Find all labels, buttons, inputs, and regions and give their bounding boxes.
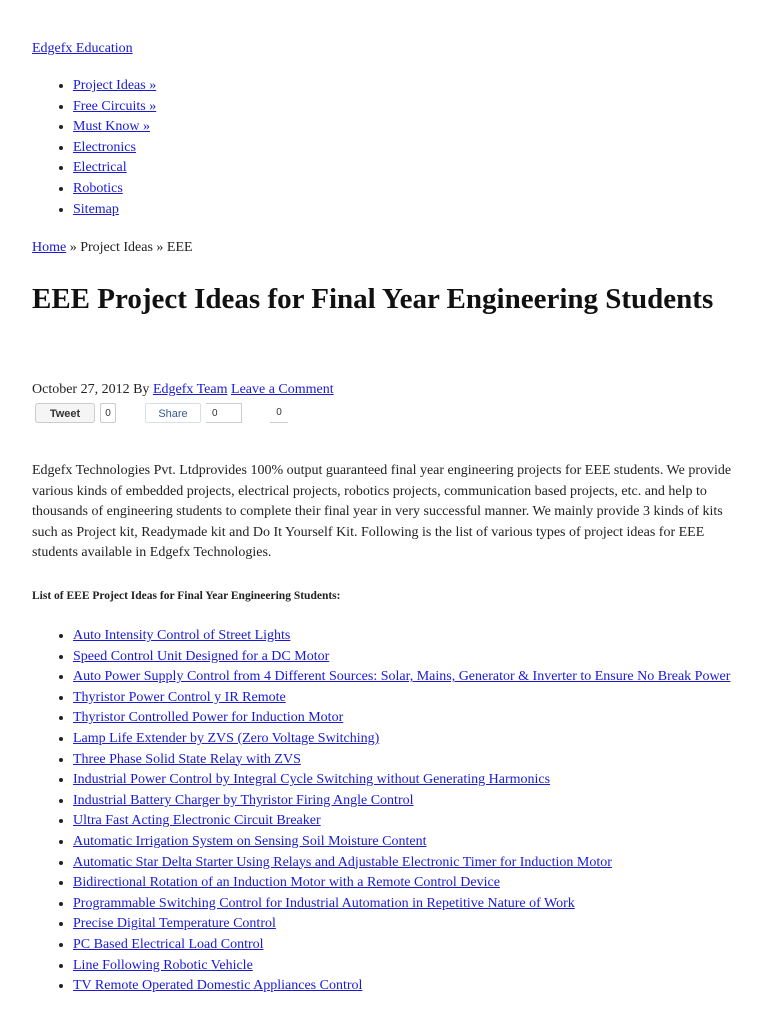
project-link[interactable]: Bidirectional Rotation of an Induction Motor with a Remote Control Device bbox=[73, 875, 500, 891]
list-item bbox=[73, 853, 768, 874]
list-item bbox=[73, 832, 768, 853]
project-link[interactable]: Programmable Switching Control for Industrial Automation in Repetitive Nature of Work bbox=[73, 895, 575, 911]
nav-item-project-ideas bbox=[73, 76, 156, 97]
list-heading: List of EEE Project Ideas for Final Year Engineering Students: bbox=[32, 590, 341, 602]
post-date: October 27, 2012 bbox=[32, 382, 130, 397]
leave-comment-link[interactable]: Leave a Comment bbox=[231, 382, 334, 397]
breadcrumb-home-link[interactable]: Home bbox=[32, 240, 67, 255]
nav-link-sitemap[interactable]: Sitemap bbox=[73, 201, 119, 217]
project-link[interactable]: PC Based Electrical Load Control bbox=[73, 936, 264, 952]
facebook-share-button[interactable]: Share bbox=[145, 403, 201, 423]
project-link[interactable]: Industrial Power Control by Integral Cycle Switching without Generating Harmonics bbox=[73, 772, 551, 788]
list-item bbox=[73, 667, 768, 688]
main-nav bbox=[32, 76, 156, 220]
plusone-count: 0 bbox=[270, 403, 288, 423]
nav-item-free-circuits bbox=[73, 97, 156, 118]
breadcrumb-separator: » bbox=[152, 240, 167, 255]
project-link[interactable]: TV Remote Operated Domestic Appliances Control bbox=[73, 978, 363, 994]
list-item bbox=[73, 647, 768, 668]
list-item bbox=[73, 956, 768, 977]
share-bar bbox=[32, 403, 332, 425]
nav-link-free-circuits[interactable]: Free Circuits » bbox=[73, 98, 157, 114]
list-item bbox=[73, 811, 768, 832]
list-item bbox=[73, 688, 768, 709]
project-link[interactable]: Speed Control Unit Designed for a DC Motor bbox=[73, 648, 330, 664]
list-item bbox=[73, 894, 768, 915]
project-link[interactable]: Automatic Irrigation System on Sensing Soil Moisture Content bbox=[73, 833, 427, 849]
list-item bbox=[73, 914, 768, 935]
list-item bbox=[73, 770, 768, 791]
nav-item-must-know bbox=[73, 117, 156, 138]
list-item bbox=[73, 729, 768, 750]
project-link[interactable]: Precise Digital Temperature Control bbox=[73, 916, 276, 932]
nav-link-electronics[interactable]: Electronics bbox=[73, 139, 136, 155]
project-link[interactable]: Industrial Battery Charger by Thyristor Firing Angle Control bbox=[73, 792, 414, 808]
project-link[interactable]: Three Phase Solid State Relay with ZVS bbox=[73, 751, 301, 767]
post-by-label: By bbox=[129, 382, 153, 397]
project-list bbox=[32, 626, 768, 997]
nav-item-electrical bbox=[73, 158, 156, 179]
nav-item-robotics bbox=[73, 179, 156, 200]
project-link[interactable]: Auto Power Supply Control from 4 Different Sources: Solar, Mains, Generator & Inverter to Ensure No Break Power bbox=[73, 669, 731, 685]
project-link[interactable]: Thyristor Power Control y IR Remote bbox=[73, 689, 286, 705]
list-item bbox=[73, 791, 768, 812]
list-item bbox=[73, 626, 768, 647]
page-title: EEE Project Ideas for Final Year Engineering Students bbox=[32, 283, 714, 315]
project-link[interactable]: Line Following Robotic Vehicle bbox=[73, 957, 253, 973]
nav-link-robotics[interactable]: Robotics bbox=[73, 180, 123, 196]
list-item bbox=[73, 873, 768, 894]
nav-item-sitemap bbox=[73, 200, 156, 221]
list-item bbox=[73, 708, 768, 729]
breadcrumb-section: Project Ideas bbox=[80, 240, 153, 255]
list-item bbox=[73, 976, 768, 997]
project-link[interactable]: Lamp Life Extender by ZVS (Zero Voltage Switching) bbox=[73, 730, 380, 746]
post-meta bbox=[32, 380, 334, 401]
project-link[interactable]: Automatic Star Delta Starter Using Relays and Adjustable Electronic Timer for Induction Motor bbox=[73, 854, 612, 870]
project-link[interactable]: Auto Intensity Control of Street Lights bbox=[73, 628, 291, 643]
tweet-button[interactable]: Tweet bbox=[35, 403, 95, 423]
nav-link-must-know[interactable]: Must Know » bbox=[73, 119, 151, 135]
breadcrumb bbox=[32, 238, 193, 259]
breadcrumb-separator: » bbox=[66, 240, 81, 255]
list-item bbox=[73, 935, 768, 956]
nav-link-project-ideas[interactable]: Project Ideas » bbox=[73, 78, 157, 93]
nav-item-electronics bbox=[73, 138, 156, 159]
intro-paragraph: Edgefx Technologies Pvt. Ltdprovides 100% output guaranteed final year engineering projects for EEE students. We provide various kinds of embedded projects, electrical projects, robotics projects, communication based projects, etc. and help to thousands of engineering students to complete their final year in very successful manner. We mainly provide 3 kinds of kits such as Project kit, Readymade kit and Do It Yourself Kit. Following is the list of various types of project ideas for EEE students available in Edgefx Technologies. bbox=[32, 463, 732, 561]
author-link[interactable]: Edgefx Team bbox=[152, 382, 228, 397]
list-item bbox=[73, 750, 768, 771]
facebook-share-count: 0 bbox=[206, 403, 242, 423]
site-title-link[interactable]: Edgefx Education bbox=[32, 41, 133, 56]
nav-link-electrical[interactable]: Electrical bbox=[73, 160, 127, 176]
project-link[interactable]: Thyristor Controlled Power for Induction Motor bbox=[73, 710, 344, 726]
breadcrumb-current: EEE bbox=[166, 240, 193, 255]
tweet-count: 0 bbox=[100, 403, 116, 423]
project-link[interactable]: Ultra Fast Acting Electronic Circuit Breaker bbox=[73, 813, 321, 829]
